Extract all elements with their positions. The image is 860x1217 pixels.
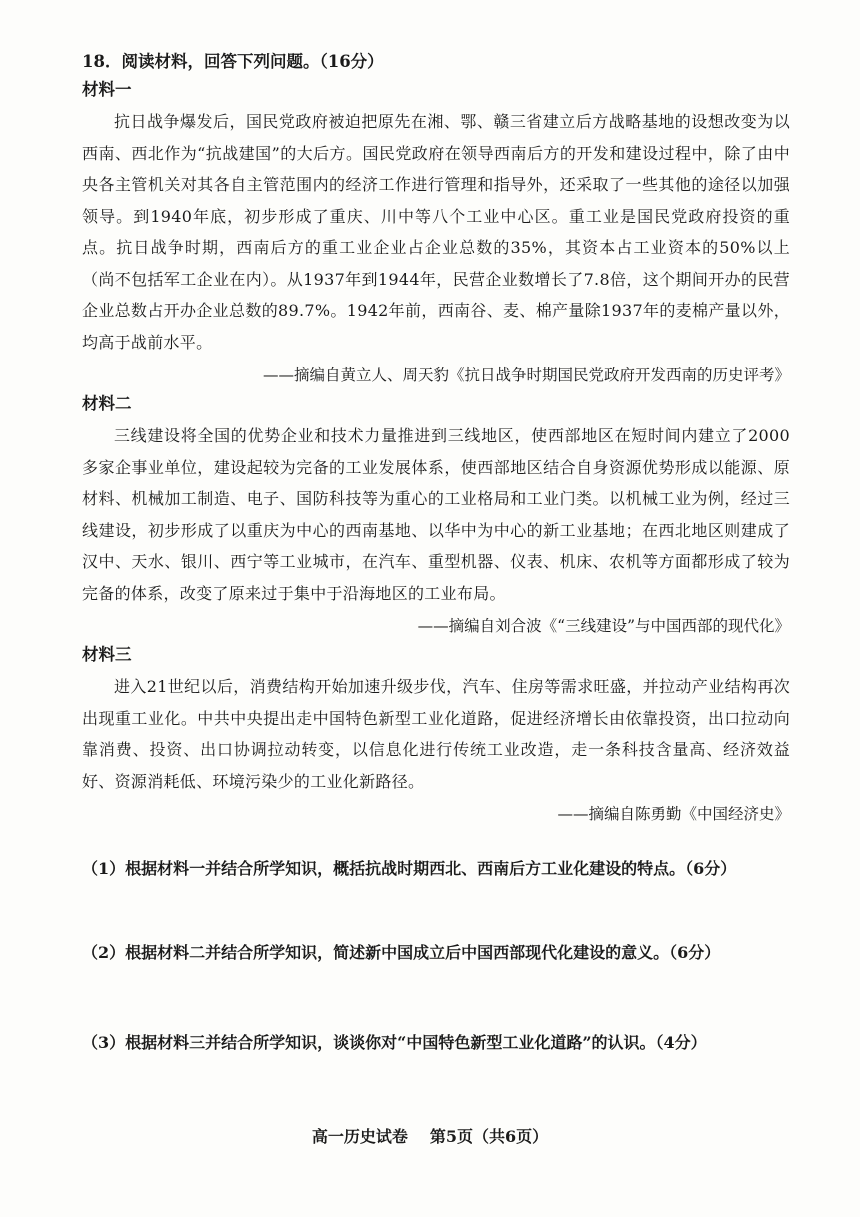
subquestion-1: （1）根据材料一并结合所学知识，概括抗战时期西北、西南后方工业化建设的特点。（6分）: [82, 859, 737, 878]
material-3: [82, 641, 790, 829]
material-text: 三线建设将全国的优势企业和技术力量推进到三线地区，使西部地区在短时间内建立了2000多家企事业单位，建设起较为完备的工业发展体系，使西部地区结合自身资源优势形成以能源、原材料、机械加工制造、电子、国防科技等为重心的工业格局和工业门类。以机械工业为例，经过三线建设，初步形成了以重庆为中心的西南基地、以华中为中心的新工业基地；在西北地区则建成了汉中、天水、银川、西宁等工业城市，在汽车、重型机器、仪表、机床、农机等方面都形成了较为完备的体系，改变了原来过于集中于沿海地区的工业布局。: [82, 426, 790, 603]
material-source: ——摘编自黄立人、周天豹《抗日战争时期国民党政府开发西南的历史评考》: [262, 366, 790, 384]
subquestion-2: （2）根据材料二并结合所学知识，简述新中国成立后中国西部现代化建设的意义。（6分）: [82, 943, 721, 962]
page-footer: [0, 1124, 860, 1147]
material-source: ——摘编自刘合波《“三线建设”与中国西部的现代化》: [417, 617, 790, 635]
material-2: [82, 390, 790, 641]
material-heading: 材料三: [82, 645, 132, 664]
material-text: 进入21世纪以后，消费结构开始加速升级步伐，汽车、住房等需求旺盛，并拉动产业结构再次出现重工业化。中共中央提出走中国特色新型工业化道路，促进经济增长由依靠投资，出口拉动向靠消费、投资、出口协调拉动转变，以信息化进行传统工业改造，走一条科技含量高、经济效益好、资源消耗低、环境污染少的工业化新路径。: [82, 677, 790, 791]
material-heading: 材料二: [82, 394, 132, 413]
footer-page-number: 第5页（共6页）: [429, 1127, 549, 1146]
material-text: 抗日战争爆发后，国民党政府被迫把原先在湘、鄂、赣三省建立后方战略基地的设想改变为以西南、西北作为“抗战建国”的大后方。国民党政府在领导西南后方的开发和建设过程中，除了由中央各主管机关对其各自主管范围内的经济工作进行管理和指导外，还采取了一些其他的途径以加强领导。到1940年底，初步形成了重庆、川中等八个工业中心区。重工业是国民党政府投资的重点。抗日战争时期，西南后方的重工业企业占企业总数的35%，其资本占工业资本的50%以上（尚不包括军工企业在内）。从1937年到1944年，民营企业数增长了7.8倍，这个期间开办的民营企业总数占开办企业总数的89.7%。1942年前，西南谷、麦、棉产量除1937年的麦棉产量以外，均高于战前水平。: [82, 112, 790, 352]
question-title: 18．阅读材料，回答下列问题。（16分）: [82, 52, 384, 71]
material-1: [82, 76, 790, 390]
subquestion-3: （3）根据材料三并结合所学知识，谈谈你对“中国特色新型工业化道路”的认识。（4分）: [82, 1033, 707, 1052]
material-source: ——摘编自陈勇勤《中国经济史》: [557, 805, 790, 823]
footer-exam-name: 高一历史试卷: [311, 1127, 408, 1146]
material-heading: 材料一: [82, 80, 132, 99]
